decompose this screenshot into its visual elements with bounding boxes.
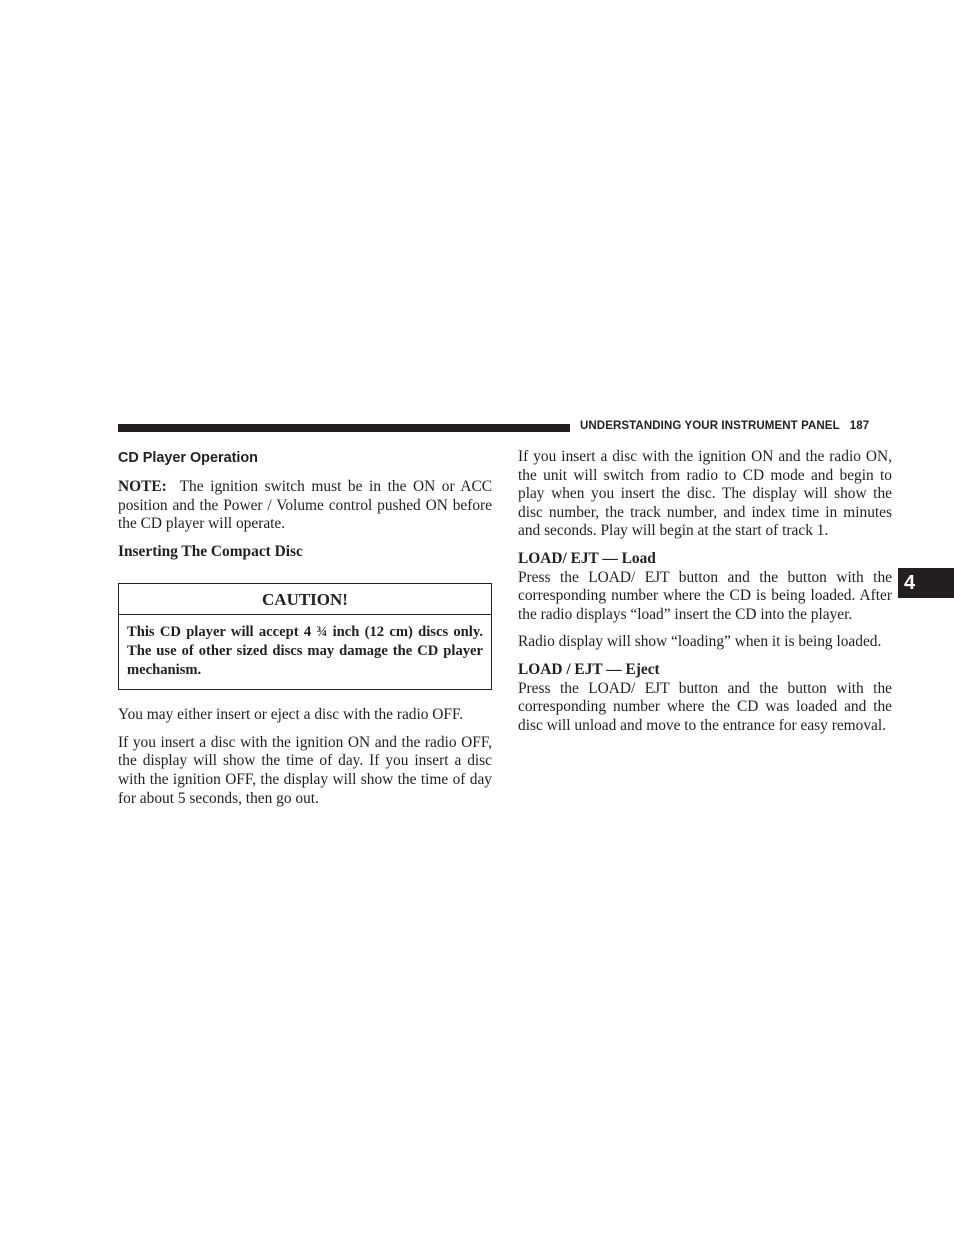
- chapter-tab: 4: [898, 568, 954, 598]
- note-label: NOTE:: [118, 478, 167, 495]
- load-text: Press the LOAD/ EJT button and the button with the corresponding number where the CD is being loaded. After the radio displays “load” insert the CD into the player.: [518, 568, 892, 623]
- section-heading: CD Player Operation: [118, 450, 258, 466]
- eject-text: Press the LOAD/ EJT button and the button with the corresponding number where the CD was loaded and the disc will unload and move to the entrance for easy removal.: [518, 679, 892, 734]
- running-header: [580, 420, 892, 432]
- page-number: 187: [849, 420, 870, 432]
- subheading-inserting: Inserting The Compact Disc: [118, 542, 303, 560]
- header-rule: [118, 424, 570, 432]
- eject-heading: LOAD / EJT — Eject: [518, 660, 660, 678]
- loading-text: Radio display will show “loading” when it is being loaded.: [518, 633, 882, 651]
- load-heading: LOAD/ EJT — Load: [518, 549, 656, 567]
- caution-box: [118, 583, 492, 690]
- right-column: [518, 448, 892, 744]
- header-section-title: UNDERSTANDING YOUR INSTRUMENT PANEL: [580, 420, 840, 432]
- note-paragraph: [118, 478, 492, 534]
- paragraph-radio-on: If you insert a disc with the ignition ON and the radio ON, the unit will switch from radio to CD mode and begin to play when you insert the disc. The display will show the disc number, the track number, and index time in minutes and seconds. Play will begin at the start of track 1.: [518, 448, 892, 540]
- caution-title: CAUTION!: [119, 584, 491, 615]
- left-column: [118, 448, 492, 817]
- note-text: The ignition switch must be in the ON or ACC position and the Power / Volume control pushed ON before the CD player will operate.: [118, 478, 493, 533]
- paragraph-insert-eject: You may either insert or eject a disc with the radio OFF.: [118, 706, 464, 724]
- caution-text: This CD player will accept 4 ¾ inch (12 cm) discs only. The use of other sized discs may damage the CD player mechanism.: [127, 624, 483, 678]
- paragraph-ignition: If you insert a disc with the ignition ON and the radio OFF, the display will show the time of day. If you insert a disc with the ignition OFF, the display will show the time of day for about 5 seconds, then go out.: [118, 733, 492, 807]
